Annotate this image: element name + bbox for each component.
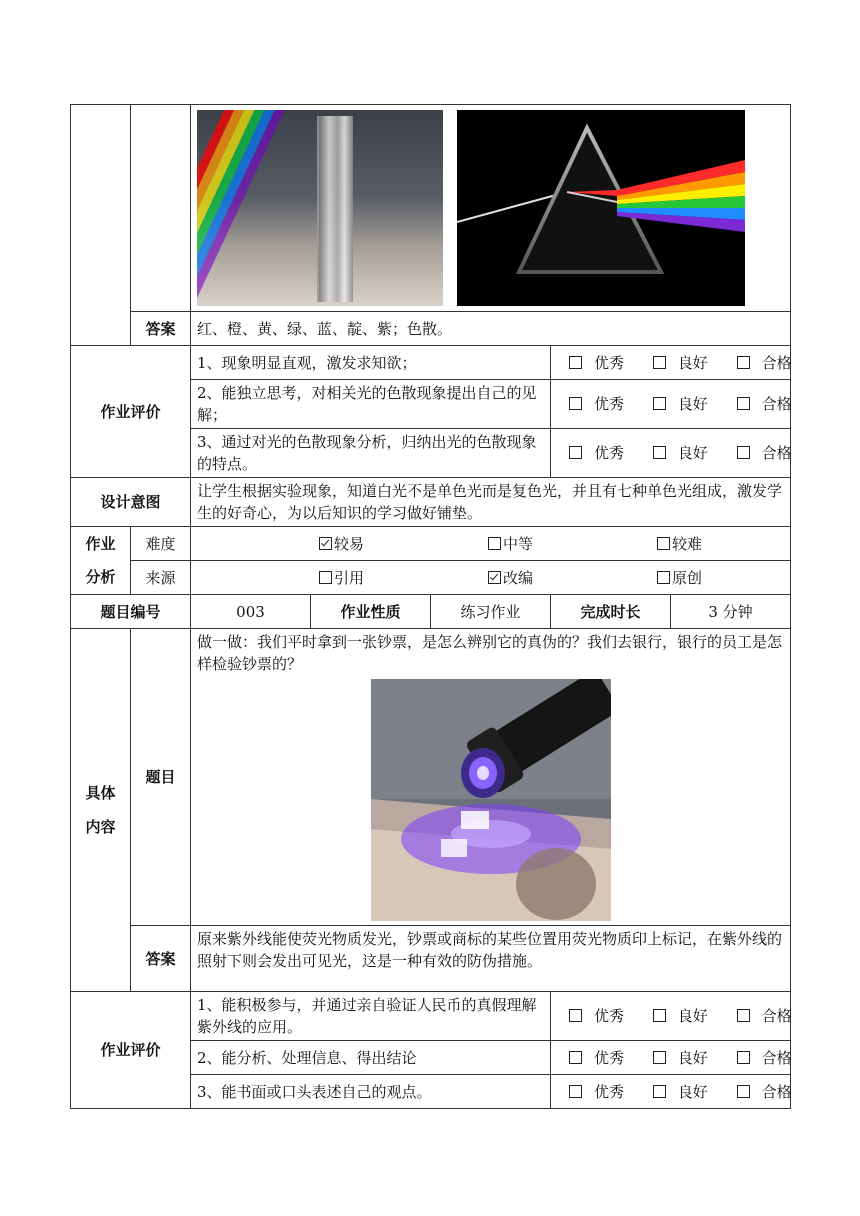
checkbox-icon[interactable] <box>653 1085 666 1098</box>
eval2-options <box>551 1041 791 1075</box>
eval2-criterion: 2、能分析、处理信息、得出结论 <box>191 1041 551 1075</box>
eval-criterion: 2、能独立思考，对相关光的色散现象提出自己的见解； <box>191 380 551 429</box>
glass-prism-shape <box>317 116 353 302</box>
option-good[interactable]: 良好 <box>647 1005 714 1027</box>
option-pass[interactable]: 合格 <box>731 352 798 374</box>
checkbox-icon[interactable] <box>737 446 750 459</box>
option-pass[interactable]: 合格 <box>731 442 798 464</box>
checkbox-icon[interactable] <box>319 571 332 584</box>
option-pass[interactable]: 合格 <box>731 1047 798 1069</box>
checkbox-icon[interactable] <box>569 446 582 459</box>
question-text: 做一做：我们平时拿到一张钞票，是怎么辨别它的真伪的？我们去银行，银行的员工是怎样检验钞票的？ <box>197 633 783 673</box>
source-label: 来源 <box>131 561 191 595</box>
checkbox-icon[interactable] <box>569 356 582 369</box>
eval-label: 作业评价 <box>71 346 191 478</box>
option-excellent[interactable]: 优秀 <box>563 1005 630 1027</box>
prism-rainbow-photo <box>197 110 443 306</box>
homework-design-table <box>70 104 791 1109</box>
nature-label: 作业性质 <box>311 595 431 629</box>
option-pass[interactable]: 合格 <box>731 393 798 415</box>
option-good[interactable]: 良好 <box>647 393 714 415</box>
content-answer-label: 答案 <box>131 926 191 992</box>
content-answer-text: 原来紫外线能使荧光物质发光，钞票或商标的某些位置用荧光物质印上标记，在紫外线的照射下则会发出可见光，这是一种有效的防伪措施。 <box>191 926 791 992</box>
prism-images-cell <box>191 105 791 312</box>
checkbox-icon[interactable] <box>737 397 750 410</box>
nature-value: 练习作业 <box>431 595 551 629</box>
option-excellent[interactable]: 优秀 <box>563 1047 630 1069</box>
difficulty-hard[interactable]: 较难 <box>657 533 702 555</box>
source-original[interactable]: 原创 <box>657 567 702 589</box>
content-label <box>71 629 131 992</box>
design-text: 让学生根据实验现象，知道白光不是单色光而是复色光，并且有七种单色光组成，激发学生的好奇心，为以后知识的学习做好铺垫。 <box>191 478 791 527</box>
eval-options <box>551 346 791 380</box>
content-label-cell-top <box>71 105 131 346</box>
source-adapt[interactable]: 改编 <box>488 567 533 589</box>
source-quote[interactable]: 引用 <box>319 567 364 589</box>
option-good[interactable]: 良好 <box>647 1047 714 1069</box>
difficulty-easy[interactable]: 较易 <box>319 533 364 555</box>
checkbox-icon[interactable] <box>653 1051 666 1064</box>
checkbox-icon[interactable] <box>657 571 670 584</box>
answer-text: 红、橙、黄、绿、蓝、靛、紫；色散。 <box>191 312 791 346</box>
eval2-label: 作业评价 <box>71 992 191 1109</box>
triangle-prism-dispersion-image <box>457 110 745 306</box>
checkbox-icon[interactable] <box>737 1085 750 1098</box>
option-good[interactable]: 良好 <box>647 442 714 464</box>
eval-criterion: 1、现象明显直观，激发求知欲； <box>191 346 551 380</box>
checkbox-checked-icon[interactable] <box>488 571 501 584</box>
id-label: 题目编号 <box>71 595 191 629</box>
question-label-cell-top <box>131 105 191 312</box>
checkbox-icon[interactable] <box>737 1051 750 1064</box>
option-excellent[interactable]: 优秀 <box>563 1081 630 1103</box>
checkbox-icon[interactable] <box>569 1051 582 1064</box>
analysis-label-2: 分析 <box>71 561 131 595</box>
option-pass[interactable]: 合格 <box>731 1081 798 1103</box>
option-good[interactable]: 良好 <box>647 1081 714 1103</box>
content-label-1: 具体 <box>85 784 116 802</box>
checkbox-icon[interactable] <box>737 1009 750 1022</box>
option-excellent[interactable]: 优秀 <box>563 352 630 374</box>
analysis-label-1: 作业 <box>71 527 131 561</box>
duration-value: 3 分钟 <box>671 595 791 629</box>
checkbox-icon[interactable] <box>569 1085 582 1098</box>
answer-label: 答案 <box>131 312 191 346</box>
checkbox-icon[interactable] <box>488 537 501 550</box>
difficulty-medium[interactable]: 中等 <box>488 533 533 555</box>
id-value: 003 <box>191 595 311 629</box>
eval-options <box>551 429 791 478</box>
eval-options <box>551 380 791 429</box>
duration-label: 完成时长 <box>551 595 671 629</box>
checkbox-icon[interactable] <box>653 446 666 459</box>
checkbox-icon[interactable] <box>653 356 666 369</box>
checkbox-icon[interactable] <box>569 1009 582 1022</box>
difficulty-label: 难度 <box>131 527 191 561</box>
option-excellent[interactable]: 优秀 <box>563 442 630 464</box>
option-excellent[interactable]: 优秀 <box>563 393 630 415</box>
option-good[interactable]: 良好 <box>647 352 714 374</box>
question-cell <box>191 629 791 926</box>
eval2-options <box>551 992 791 1041</box>
checkbox-icon[interactable] <box>657 537 670 550</box>
design-label: 设计意图 <box>71 478 191 527</box>
difficulty-options <box>191 527 791 561</box>
question-label: 题目 <box>131 629 191 926</box>
checkbox-icon[interactable] <box>737 356 750 369</box>
checkbox-checked-icon[interactable] <box>319 537 332 550</box>
eval2-options <box>551 1075 791 1109</box>
uv-flashlight-banknote-photo <box>371 679 611 921</box>
source-options <box>191 561 791 595</box>
checkbox-icon[interactable] <box>653 397 666 410</box>
checkbox-icon[interactable] <box>653 1009 666 1022</box>
checkbox-icon[interactable] <box>569 397 582 410</box>
eval2-criterion: 3、能书面或口头表述自己的观点。 <box>191 1075 551 1109</box>
eval-criterion: 3、通过对光的色散现象分析，归纳出光的色散现象的特点。 <box>191 429 551 478</box>
option-pass[interactable]: 合格 <box>731 1005 798 1027</box>
eval2-criterion: 1、能积极参与，并通过亲自验证人民币的真假理解紫外线的应用。 <box>191 992 551 1041</box>
content-label-2: 内容 <box>85 818 116 836</box>
